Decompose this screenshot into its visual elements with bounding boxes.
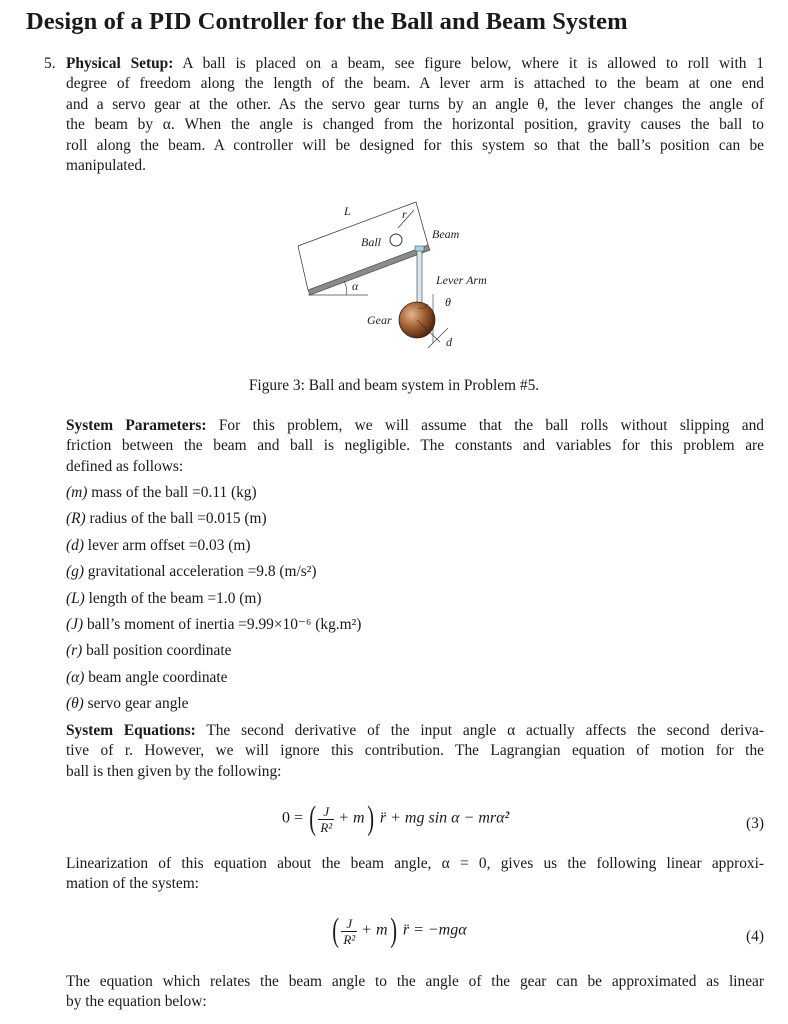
equation-3-number: (3) [746, 815, 764, 832]
label-gear: Gear [367, 313, 392, 327]
equations-line-2: tive of r. However, we will ignore this contribution. The Lagrangian equation of motion for the [66, 742, 764, 760]
list-item: (g) gravitational acceleration =9.8 (m/s²) [66, 563, 317, 581]
equations-line-1: System Equations: The second derivative of the input angle α actually affects the second deriva- [66, 722, 764, 739]
parameter-list [66, 480, 361, 718]
document-title: Design of a PID Controller for the Ball and Beam System [26, 8, 628, 35]
ball-and-beam-figure [288, 198, 508, 363]
equation-4-number: (4) [746, 928, 764, 945]
list-item: (θ) servo gear angle [66, 695, 189, 713]
figure-caption: Figure 3: Ball and beam system in Problem #5. [248, 377, 540, 394]
linearization-paragraph [66, 854, 764, 895]
params-line-3: defined as follows: [66, 457, 184, 475]
physical-setup-paragraph [66, 54, 764, 176]
label-theta: θ [445, 295, 451, 309]
label-r: r [402, 207, 407, 221]
setup-line-4: the beam by α. When the angle is changed from the horizontal position, gravity causes the ball to [66, 116, 764, 134]
params-heading: System Parameters: [66, 417, 207, 434]
closing-line-2: by the equation below: [66, 993, 207, 1011]
list-item: (R) radius of the ball =0.015 (m) [66, 510, 267, 528]
setup-line-5: roll along the beam. A controller will be designed for this system so that the ball’s position can be [66, 136, 764, 154]
equations-heading: System Equations: [66, 722, 196, 739]
setup-line-6: manipulated. [66, 156, 146, 174]
label-ball: Ball [361, 235, 381, 249]
equation-4: ( $\frac{J}{\text{R²}}$ + m) r̈ = −mgα [332, 912, 467, 949]
problem-number: 5. [44, 55, 56, 72]
list-item: (L) length of the beam =1.0 (m) [66, 589, 262, 607]
setup-line-2: degree of freedom along the length of the beam. A lever arm is attached to the beam at one end [66, 75, 764, 93]
ball-shape [390, 234, 402, 246]
equations-line-3: ball is then given by the following: [66, 762, 282, 780]
label-beam: Beam [432, 227, 460, 241]
linearization-line-1: Linearization of this equation about the beam angle, α = 0, gives us the following linear approxi- [66, 855, 764, 872]
label-lever-arm: Lever Arm [436, 273, 487, 287]
label-d: d [446, 335, 452, 349]
setup-line-1: Physical Setup: A ball is placed on a beam, see figure below, where it is allowed to roll with 1 [66, 55, 764, 72]
list-item: (d) lever arm offset =0.03 (m) [66, 536, 251, 554]
closing-paragraph [66, 972, 764, 1013]
list-item: (r) ball position coordinate [66, 642, 232, 660]
list-item: (m) mass of the ball =0.11 (kg) [66, 484, 257, 501]
linearization-line-2: mation of the system: [66, 875, 199, 893]
beam-shape [308, 245, 430, 295]
system-parameters-paragraph [66, 416, 764, 477]
params-line-1: System Parameters: For this problem, we will assume that the ball rolls without slipping and [66, 417, 764, 434]
closing-line-1: The equation which relates the beam angle to the angle of the gear can be approximated as linear [66, 973, 764, 990]
lever-arm-shape [417, 249, 422, 307]
equation-3: 0 = ( $\frac{J}{\text{R²}}$ + m) r̈ + mg sin α − mrα̇² [282, 800, 510, 837]
label-L: L [344, 204, 351, 218]
list-item: (α) beam angle coordinate [66, 668, 228, 686]
setup-line-3: and a servo gear at the other. As the servo gear turns by an angle θ, the lever changes the angle of [66, 95, 764, 113]
setup-heading: Physical Setup: [66, 55, 174, 72]
params-line-2: friction between the beam and ball is negligible. The constants and variables for this problem are [66, 437, 764, 455]
label-alpha: α [352, 279, 359, 293]
system-equations-paragraph [66, 721, 764, 782]
list-item: (J) ball’s moment of inertia =9.99×10⁻⁶ (kg.m²) [66, 615, 362, 633]
